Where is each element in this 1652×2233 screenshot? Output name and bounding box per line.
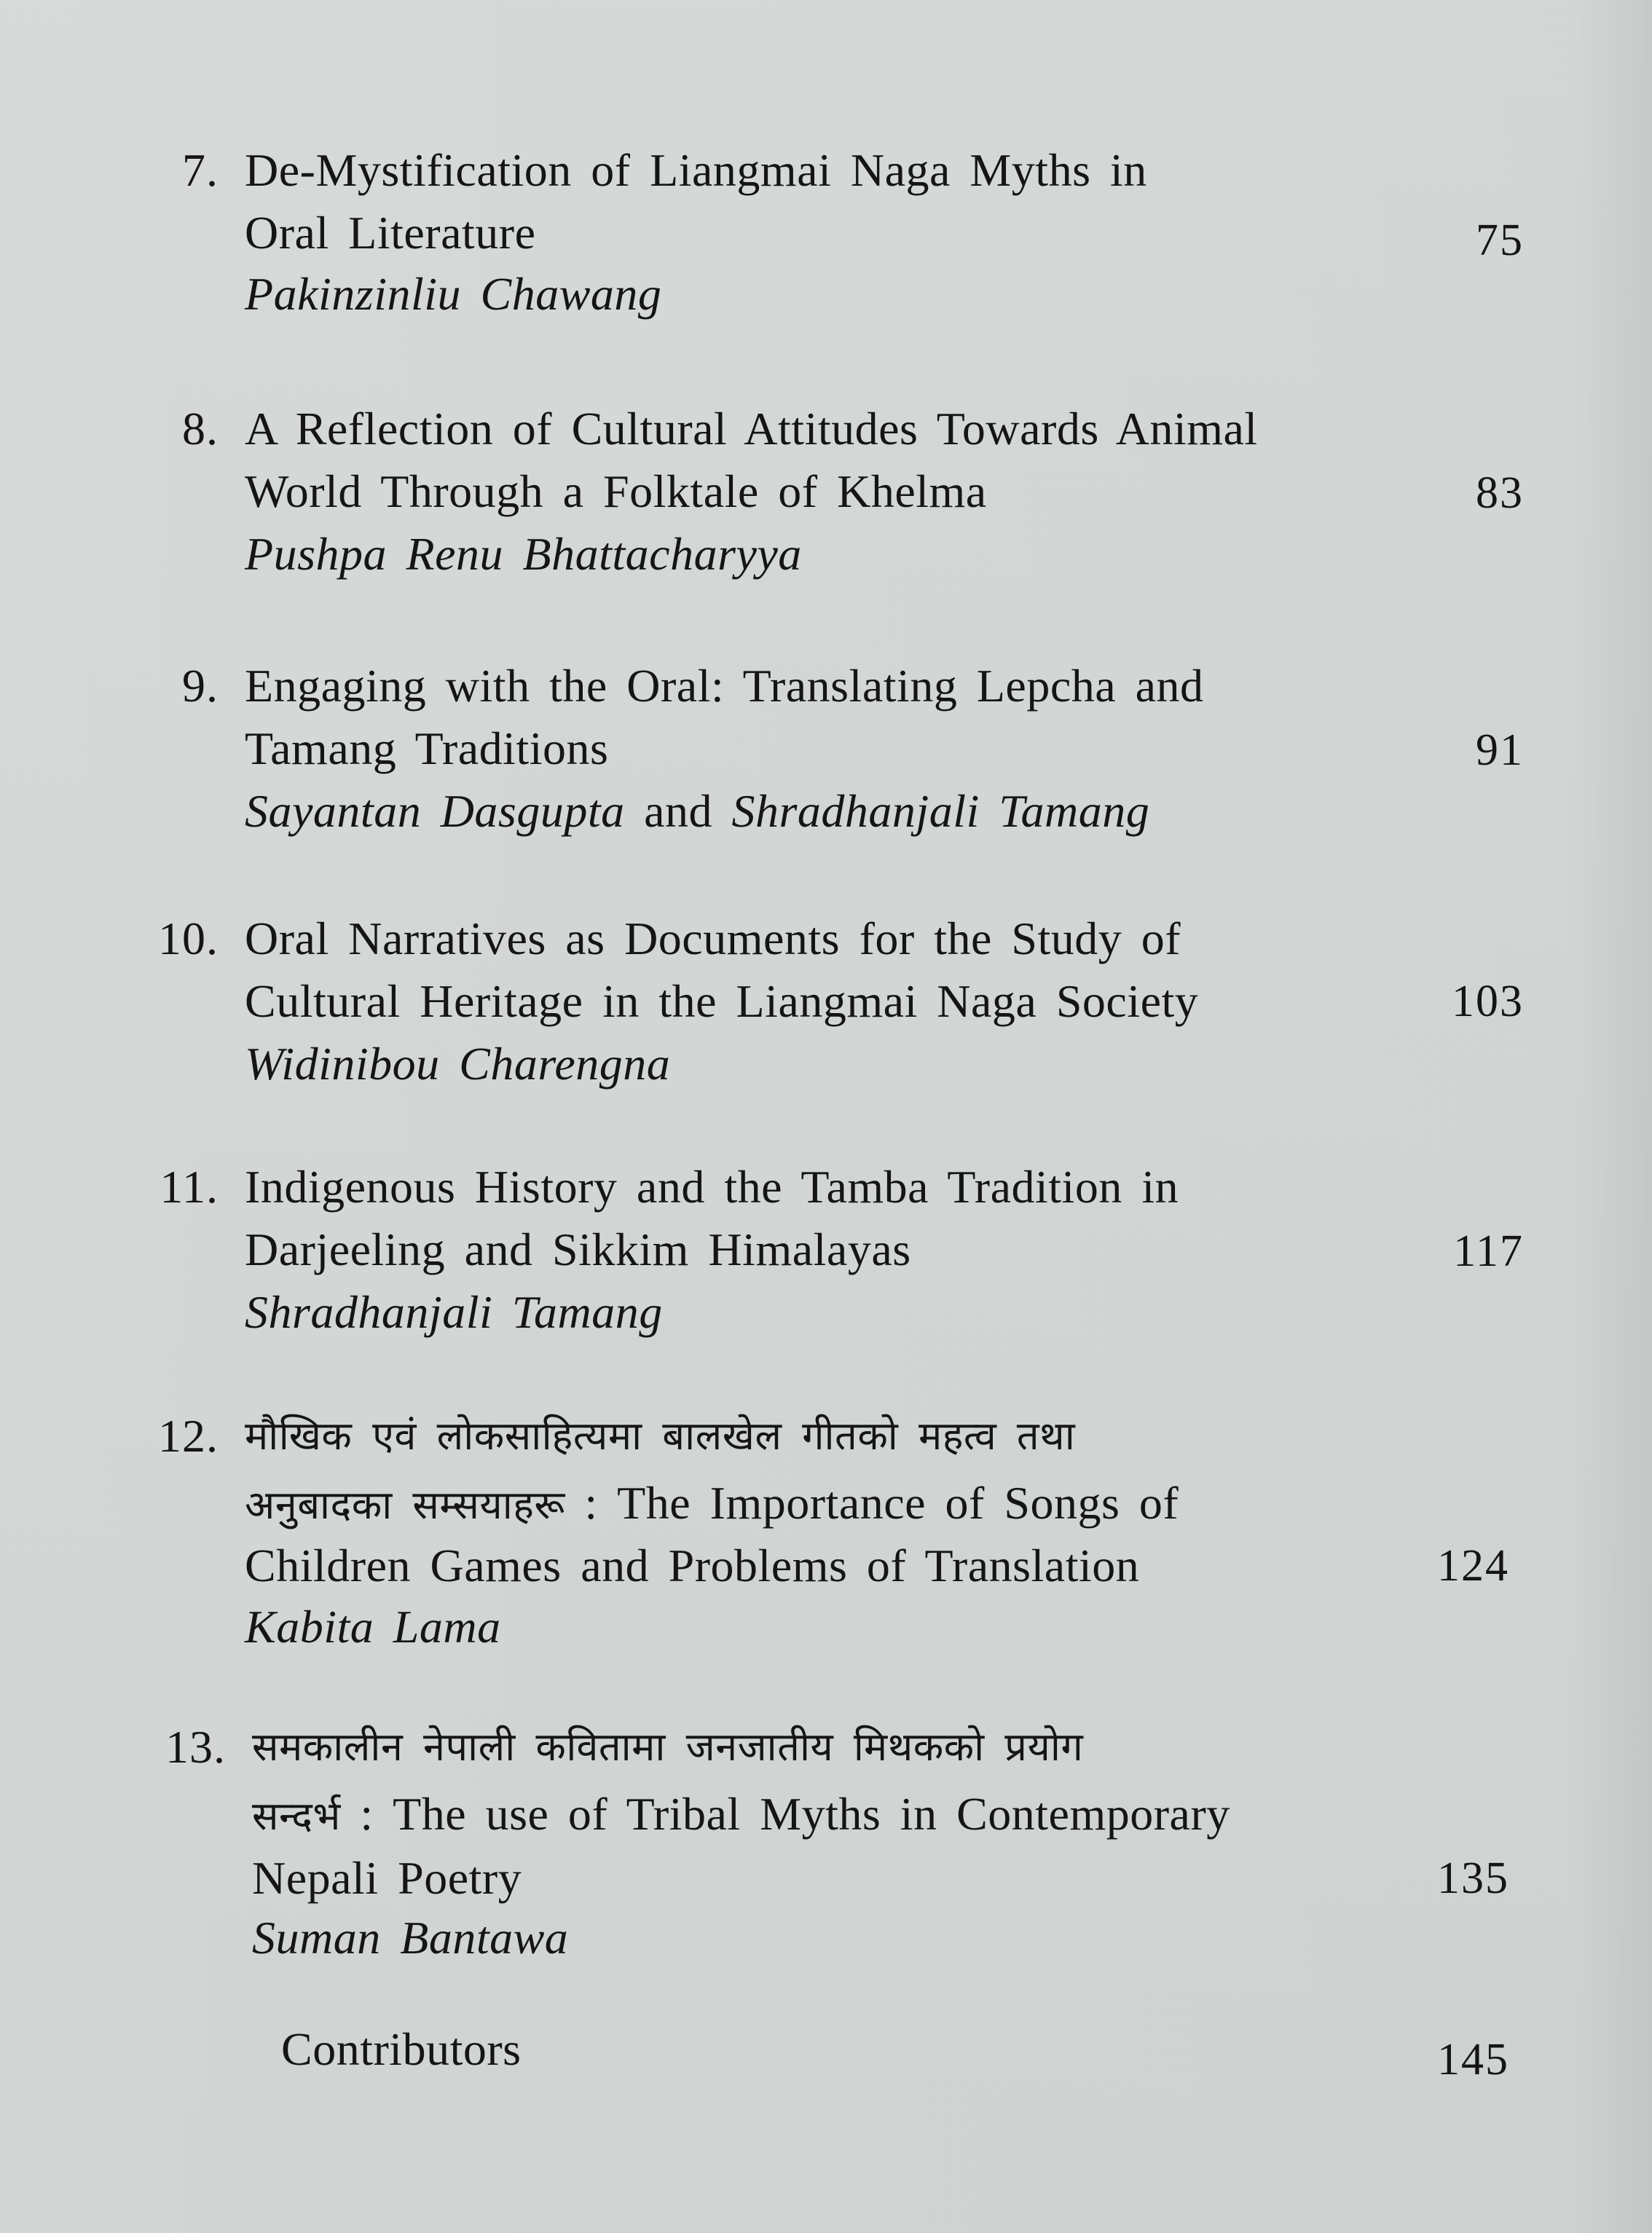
entry-title-line-3: Children Games and Problems of Translation [245, 1540, 1140, 1591]
entry-title-line-1: A Reflection of Cultural Attitudes Towards Animal [245, 403, 1258, 454]
entry-title-line-2: Tamang Traditions [245, 722, 609, 774]
entry-title-line-2 [245, 1471, 1179, 1537]
entry-page-number: 75 [1476, 216, 1524, 265]
entry-author-2: Shradhanjali Tamang [731, 785, 1150, 837]
entry-page-number: 103 [1452, 977, 1524, 1026]
entry-title-line-3: Nepali Poetry [252, 1852, 522, 1904]
entry-number: 12. [158, 1410, 219, 1462]
entry-title-english-line-2: The Importance of Songs of [617, 1477, 1179, 1529]
entry-title-line-2: Darjeeling and Sikkim Himalayas [245, 1224, 911, 1275]
entry-title-nepali-line-1: मौखिक एवं लोकसाहित्यमा बालखेल गीतको महत्व तथा [245, 1413, 1076, 1459]
entry-page-number: 83 [1476, 468, 1524, 518]
entry-page-number: 145 [1437, 2035, 1509, 2084]
entry-title-line-1: Engaging with the Oral: Translating Lepcha and [245, 660, 1204, 712]
entry-number: 8. [182, 403, 219, 454]
entry-title-line-2: World Through a Folktale of Khelma [245, 465, 987, 517]
entry-author: Widinibou Charengna [245, 1038, 671, 1090]
entry-title-line-1: De-Mystification of Liangmai Naga Myths in [245, 144, 1147, 196]
entry-page-number: 117 [1453, 1226, 1524, 1276]
contributors-label: Contributors [281, 2023, 522, 2075]
entry-page-number: 124 [1437, 1541, 1509, 1591]
entry-author: Kabita Lama [245, 1601, 501, 1653]
entry-title-nepali-line-2: अनुबादका सम्सयाहरू [245, 1482, 565, 1528]
entry-page-number: 91 [1476, 725, 1524, 775]
entry-page-number: 135 [1437, 1854, 1509, 1903]
entry-number: 10. [158, 913, 219, 964]
entry-title-line-2 [252, 1782, 1230, 1848]
title-separator: : [360, 1788, 374, 1840]
entry-title-line-2: Cultural Heritage in the Liangmai Naga Society [245, 975, 1199, 1027]
entry-number: 11. [160, 1161, 219, 1213]
entry-title-nepali-line-2: सन्दर्भ [252, 1793, 341, 1839]
entry-author: Suman Bantawa [252, 1912, 569, 1964]
title-separator: : [584, 1477, 598, 1529]
entry-number: 13. [165, 1721, 226, 1773]
author-joiner: and [644, 785, 712, 837]
entry-title-line-1: Indigenous History and the Tamba Tradition in [245, 1161, 1179, 1213]
entry-title-english-line-2: The use of Tribal Myths in Contemporary [393, 1788, 1230, 1840]
entry-number: 7. [182, 144, 219, 196]
entry-author: Pakinzinliu Chawang [245, 268, 662, 320]
entry-author: Shradhanjali Tamang [245, 1286, 663, 1338]
entry-author: Pushpa Renu Bhattacharyya [245, 528, 802, 580]
entry-title-nepali-line-1: समकालीन नेपाली कवितामा जनजातीय मिथकको प्रयोग [252, 1724, 1084, 1770]
entry-number: 9. [182, 660, 219, 712]
entry-authors [245, 779, 1149, 843]
entry-title-line-1: Oral Narratives as Documents for the Study of [245, 913, 1181, 964]
entry-title-line-2: Oral Literature [245, 207, 536, 259]
entry-author-1: Sayantan Dasgupta [245, 785, 625, 837]
